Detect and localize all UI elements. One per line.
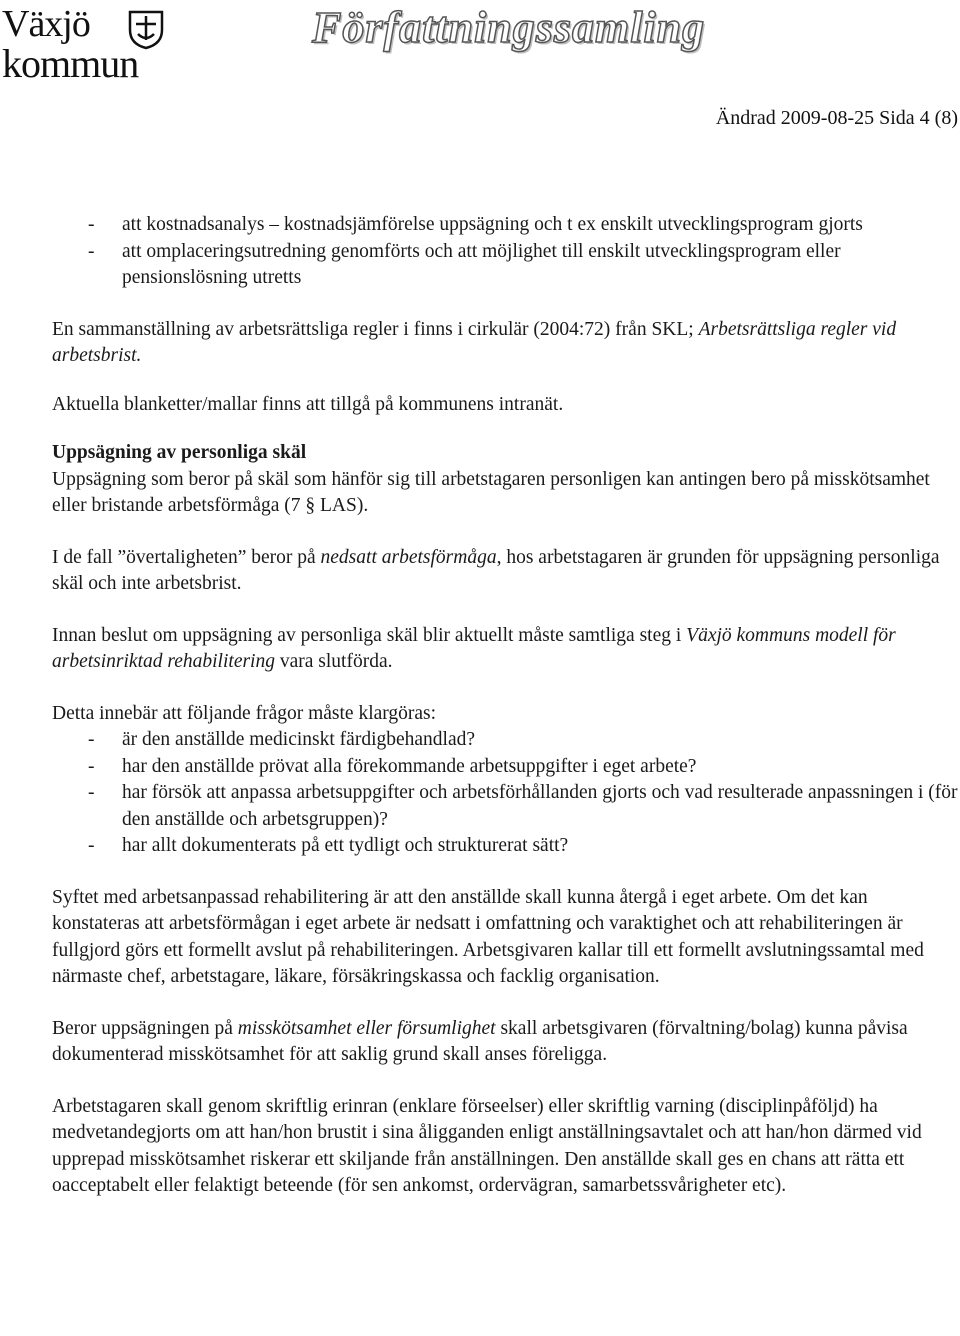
paragraph-syftet: Syftet med arbetsanpassad rehabilitering är att den anställde skall kunna återgå i eget arbete. Om det kan konstateras att arbetsförmågan i eget arbete är nedsatt i omfattning och varaktighet och att rehabiliteringen är fullgjord görs ett formellt avslut på rehabiliteringen. Arbetsgivaren kallar till ett formellt avslutningssamtal med närmaste chef, arbetstagare, läkare, försäkringskassa och facklig organisation. [52, 886, 924, 987]
innan-italic: Växjö kommuns modell för arbetsinriktad rehabilitering [52, 624, 896, 672]
innan-after: vara slutförda. [279, 651, 393, 672]
section-heading-personliga-skal: Uppsägning av personliga skäl [52, 442, 307, 463]
list-requirements [52, 212, 958, 292]
vaxjo-kommun-logo [2, 4, 180, 86]
paragraph-detta: Detta innebär att följande frågor måste klargöras: [52, 702, 437, 724]
paragraph-blanketter: Aktuella blanketter/mallar finns att tillgå på kommunens intranät. [52, 393, 564, 415]
list-item: - har försök att anpassa arbetsuppgifter och arbetsförhållanden gjorts och vad resulterade anpassningen i (för den anställde och arbetsgruppen)? [0, 780, 958, 833]
overtalighet-after: , hos arbetstagaren är grunden för uppsägning personliga skäl och inte arbetsbrist. [52, 546, 940, 594]
paragraph-arbetstagaren: Arbetstagaren skall genom skriftlig erinran (enklare förseelser) eller skriftlig varning (disciplinpåföljd) ha medvetandegjorts om att han/hon brustit i sina åligganden enligt anställningsavtalet och att han/hon därmed vid upprepad misskötsamhet riskerar ett skiljande från anställningen. Den anställde skall ges en chans att rätta ett oacceptabelt eller felaktigt beteende (för sen ankomst, ordervägran, samarbetssvårigheter etc). [52, 1095, 922, 1196]
paragraph-beror [52, 1016, 958, 1069]
list-item: - har allt dokumenterats på ett tydligt och strukturerat sätt? [0, 833, 958, 860]
logo-text-vaxjo: Växjö [2, 3, 90, 45]
page-header [0, 0, 960, 140]
paragraph-personliga: Uppsägning som beror på skäl som hänför sig till arbetstagaren personligen kan antingen bero på misskötsamhet eller bristande arbetsförmåga (7 § LAS). [52, 468, 930, 516]
beror-italic: misskötsamhet eller försumlighet [237, 1017, 496, 1039]
list-item: - har den anställde prövat alla förekommande arbetsuppgifter i eget arbete? [0, 754, 958, 781]
overtalighet-italic: nedsatt arbetsförmåga [320, 546, 497, 568]
series-title: Författningssamling [312, 3, 706, 52]
paragraph-overtalighet [52, 545, 958, 598]
innan-before: Innan beslut om uppsägning av personliga skäl blir aktuellt måste samtliga steg i [52, 624, 682, 646]
beror-before: Beror uppsägningen på [52, 1017, 233, 1039]
list-item: - är den anställde medicinskt färdigbehandlad? [0, 727, 958, 754]
paragraph-innan [52, 623, 958, 676]
list-questions [52, 727, 958, 860]
paragraph-skl [52, 317, 958, 370]
overtalighet-before: I de fall ”övertaligheten” beror på [52, 546, 316, 568]
logo-text-kommun: kommun [2, 41, 139, 86]
beror-after: skall arbetsgivaren (förvaltning/bolag) kunna påvisa dokumenterad misskötsamhet för att saklig grund skall anses föreligga. [52, 1017, 908, 1065]
list-item: - att omplaceringsutredning genomförts och att möjlighet till enskilt utvecklingsprogram eller pensionslösning utretts [0, 239, 958, 292]
document-body [52, 212, 958, 1200]
skl-text: En sammanställning av arbetsrättsliga regler i finns i cirkulär (2004:72) från SKL; [52, 318, 694, 340]
skl-italic: Arbetsrättsliga regler vid arbetsbrist. [52, 318, 897, 366]
page-info: Ändrad 2009-08-25 Sida 4 (8) [715, 107, 958, 129]
list-item: - att kostnadsanalys – kostnadsjämförelse uppsägning och t ex enskilt utvecklingsprogram gjorts [0, 212, 958, 239]
